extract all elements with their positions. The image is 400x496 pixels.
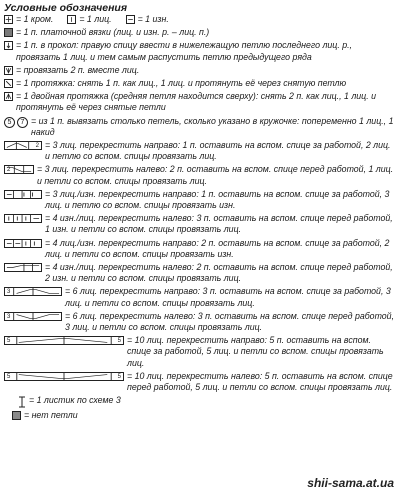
s2kp-label: = 1 двойная протяжка (средняя петля находится сверху): снять 2 п. как лиц., 1 лиц. и протянуть её через снятые петли: [16, 91, 376, 113]
leaf-label: = 1 листик по схеме 3: [29, 395, 121, 406]
cable-4-left-icon: [4, 263, 42, 272]
legend-row-s2kp: [4, 91, 396, 113]
legend-row-cable-7: [4, 286, 396, 308]
cable-10-label: = 10 лиц. перекрестить налево: 5 п. оставить на вспом. спице перед работой, 5 лиц. и петли со вспом. спицы провязать лиц.: [127, 370, 393, 393]
legend-row-cable-5: [4, 238, 396, 260]
no-stitch-icon: [12, 411, 21, 420]
legend-row-noloop: [4, 410, 396, 421]
ssk-label: = 1 протяжка: снять 1 п. как лиц., 1 лиц. и протянуть её через снятую петлю: [16, 78, 347, 89]
edge-stitch-icon: [4, 15, 13, 24]
cable-7-label: = 6 лиц. перекрестить направо: 3 п. оставить на вспом. спице за работой, 3 лиц. и петли со вспом. спицы провязать лиц.: [65, 286, 391, 308]
edge-stitch-label: = 1 кром.: [16, 14, 54, 24]
no-stitch-label: = нет петли: [24, 410, 78, 421]
cable-3-right-icon: 2: [4, 141, 42, 150]
cable-10-right-icon: 5 5: [4, 336, 124, 345]
cable-6-right-icon: 3: [4, 287, 62, 296]
purl-stitch-icon: [126, 15, 135, 24]
site-watermark: shii-sama.at.ua: [307, 476, 394, 490]
legend-row-cable-9: [4, 335, 396, 369]
cable-8-label: = 6 лиц. перекрестить налево: 3 п. оставить на вспом. спице перед работой, 3 лиц. и петли со вспом. спицы провязать лиц.: [65, 310, 395, 333]
cable-3-left-icon: 2: [4, 165, 34, 174]
legend-row-cable-8: [4, 311, 396, 333]
knit-below-label: = 1 п. в прокол: правую спицу ввести в нижележащую петлю последнего лиц. р., провязать 1 лиц. и тем самым распустить петлю предыдущего ряда: [16, 40, 352, 62]
legend-title: Условные обозначения: [4, 2, 128, 14]
cable-6-left-icon: 3: [4, 312, 62, 321]
knit-below-icon: [4, 41, 13, 50]
cable-4-left-purl-icon: [4, 214, 42, 223]
legend-row-k2tog: [4, 65, 396, 76]
legend-row-cable-1: [4, 140, 396, 162]
leaf-icon: [18, 396, 26, 408]
circle-5-icon: 5: [4, 117, 15, 128]
legend-row-increase: [4, 116, 396, 138]
knit-stitch-label: = 1 лиц.: [79, 14, 112, 24]
legend-row-basic: [4, 14, 396, 25]
cable-1-label: = 3 лиц. перекрестить направо: 1 п. оставить на вспом. спице за работой, 2 лиц. и петлю со вспом. спицы провязать лиц.: [45, 140, 391, 162]
legend-row-cable-4: [4, 213, 396, 235]
cable-3-label: = 3 лиц./изн. перекрестить направо: 1 п. оставить на вспом. спице за работой, 3 лиц. и петлю со вспом. спицы провязать изн.: [45, 188, 390, 211]
garter-stitch-icon: [4, 28, 13, 37]
cable-10-left-icon: 5 5: [4, 372, 124, 381]
cable-4-right-purl-icon: [4, 190, 42, 199]
legend-row-cable-2: [4, 164, 396, 186]
cable-4-label: = 4 изн./лиц. перекрестить налево: 3 п. оставить на вспом. спице перед работой, 1 изн. и петли со вспом. спицы провязать лиц.: [45, 213, 393, 235]
legend-row-cable-10: [4, 371, 396, 393]
legend-list: [4, 14, 396, 422]
legend-row-cable-6: [4, 262, 396, 284]
cable-4-right-icon: [4, 239, 42, 248]
garter-label: = 1 п. платочной вязки (лиц. и изн. р. – лиц. п.): [16, 27, 210, 38]
cable-5-label: = 4 лиц./изн. перекрестить направо: 2 п. оставить на вспом. спице за работой, 2 лиц. и петли со вспом. спицы провязать изн.: [45, 237, 390, 259]
ssk-icon: [4, 79, 13, 88]
cable-9-label: = 10 лиц. перекрестить направо: 5 п. оставить на вспом. спице за работой, 5 лиц. и петли со вспом. спицы провязать лиц.: [127, 335, 384, 368]
purl-stitch-label: = 1 изн.: [137, 14, 169, 24]
cable-2-label: = 3 лиц. перекрестить налево: 2 п. оставить на вспом. спице перед работой, 1 лиц. и петли со вспом. спицы провязать лиц.: [37, 164, 394, 186]
s2kp-icon: [4, 92, 13, 101]
circle-7-icon: 7: [17, 117, 28, 128]
increase-label: = из 1 п. вывязать столько петель, сколько указано в кружочке: попеременно 1 лиц., 1 накид: [31, 115, 394, 137]
knit-stitch-icon: [67, 15, 76, 24]
k2tog-label: = провязать 2 п. вместе лиц.: [16, 64, 140, 75]
legend-row-leaf: [4, 395, 396, 408]
cable-6-label: = 4 изн./лиц. перекрестить налево: 2 п. оставить на вспом. спице перед работой, 2 изн. и петли со вспом. спицы провязать лиц.: [45, 262, 393, 284]
k2tog-icon: [4, 66, 13, 75]
legend-row-cable-3: [4, 189, 396, 211]
legend-row-garter: [4, 27, 396, 38]
legend-row-ssk: [4, 78, 396, 89]
legend-row-crossed: [4, 40, 396, 62]
